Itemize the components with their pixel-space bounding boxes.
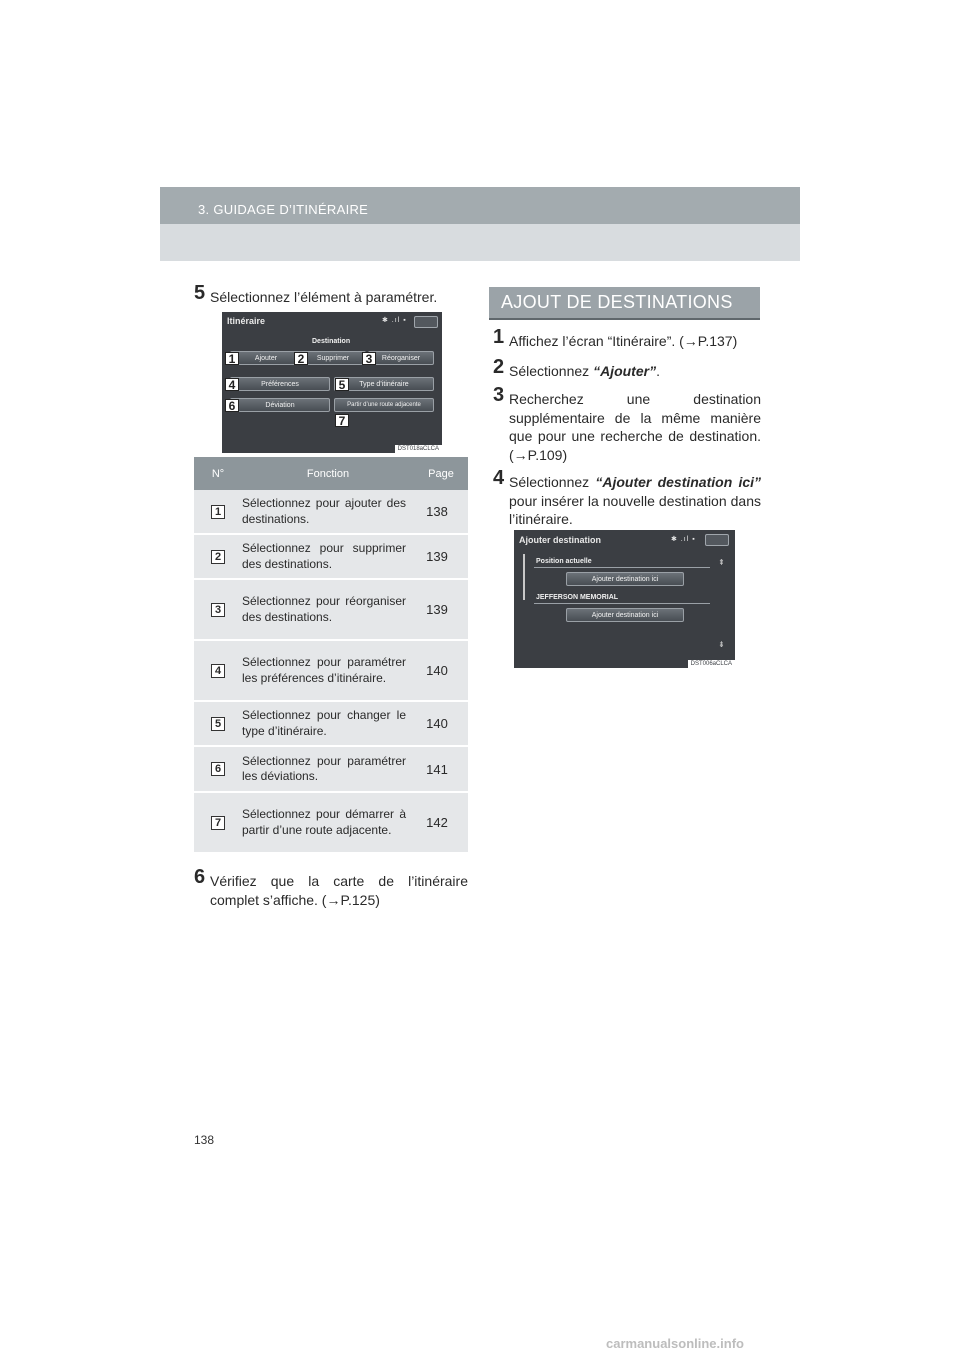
header-function: Fonction — [306, 467, 350, 480]
callout-7: 7 — [335, 414, 349, 427]
row-page: 140 — [426, 716, 448, 731]
add-destination-screenshot — [514, 530, 735, 668]
step-text — [493, 473, 761, 529]
status-icons: ✱ .ıl ▪ — [382, 317, 407, 324]
step-1 — [493, 326, 761, 351]
page-number: 138 — [194, 1133, 215, 1147]
table-header — [194, 457, 468, 490]
row-function: Sélectionnez pour ajouter des destinations. — [242, 496, 406, 526]
step-text — [493, 362, 761, 381]
step-text: Sélectionnez l’élément à paramétrer. — [210, 289, 438, 305]
delete-button: Supprimer — [300, 351, 366, 365]
step-6 — [194, 866, 468, 909]
status-icons: ✱ .ıl ▪ — [671, 536, 696, 543]
table-row — [194, 793, 468, 854]
reorder-button: Réorganiser — [368, 351, 434, 365]
step-text: Recherchez une destination supplémentaire de la même manière que pour une recherche de destination. (→P.109) — [509, 391, 761, 463]
route-line — [523, 554, 525, 600]
step-text-pre: Sélectionnez — [509, 474, 596, 490]
row-number: 3 — [211, 603, 225, 617]
header-band — [160, 187, 800, 261]
table-row — [194, 580, 468, 641]
table-row — [194, 702, 468, 747]
header-page: Page — [428, 467, 454, 480]
step-text-post: . — [656, 363, 660, 379]
itinerary-screenshot — [222, 312, 442, 453]
table-row — [194, 490, 468, 535]
destination-name: JEFFERSON MEMORIAL — [536, 594, 619, 601]
watermark: carmanualsonline.info — [606, 1336, 744, 1351]
step-3 — [493, 384, 761, 464]
figure-code: DST006aCLCA — [688, 660, 735, 668]
row-number: 2 — [211, 550, 225, 564]
callout-2: 2 — [294, 352, 308, 365]
callout-4: 4 — [225, 378, 239, 391]
step-2 — [493, 356, 761, 381]
row-function: Sélectionnez pour changer le type d’itinéraire. — [242, 708, 406, 738]
step-text: Vérifiez que la carte de l’itinéraire complet s’affiche. (→P.125) — [210, 873, 468, 908]
step-text-pre: Sélectionnez — [509, 363, 594, 379]
back-button — [705, 534, 729, 546]
row-page: 138 — [426, 504, 448, 519]
add-destination-here-button: Ajouter destination ici — [566, 608, 684, 622]
step-emphasis: “Ajouter destination ici” — [595, 474, 762, 490]
step-text-post: pour insérer la nouvelle destination dans l’itinéraire. — [509, 492, 761, 527]
row-page: 139 — [426, 549, 448, 564]
destination-label: Destination — [312, 338, 351, 345]
section-underline — [489, 318, 760, 320]
step-4 — [493, 467, 762, 529]
figure-code: DST018aCLCA — [395, 445, 442, 453]
section-title: AJOUT DE DESTINATIONS — [489, 287, 760, 318]
row-function: Sélectionnez pour démarrer à partir d’une route adjacente. — [242, 807, 406, 837]
step-number: 3 — [493, 384, 505, 406]
step-number: 2 — [493, 356, 505, 378]
row-divider — [534, 603, 710, 604]
table-row — [194, 535, 468, 580]
header-number: N° — [211, 467, 225, 480]
row-number: 1 — [211, 505, 225, 519]
step-emphasis: “Ajouter” — [593, 363, 657, 379]
row-function: Sélectionnez pour supprimer des destinations. — [242, 541, 406, 571]
step-text: Affichez l’écran “Itinéraire”. (→P.137) — [509, 333, 738, 349]
screen-title: Itinéraire — [227, 316, 266, 326]
route-type-button: Type d’itinéraire — [334, 377, 434, 391]
row-number: 7 — [211, 816, 225, 830]
row-page: 139 — [426, 602, 448, 617]
callout-5: 5 — [335, 378, 349, 391]
step-number: 1 — [493, 326, 505, 348]
row-page: 142 — [426, 815, 448, 830]
row-function: Sélectionnez pour paramétrer les préférences d’itinéraire. — [242, 655, 406, 685]
detour-button: Déviation — [230, 398, 330, 412]
add-destination-here-button: Ajouter destination ici — [566, 572, 684, 586]
step-number: 6 — [194, 866, 206, 888]
step-5 — [194, 282, 474, 307]
row-divider — [534, 567, 710, 568]
row-page: 140 — [426, 663, 448, 678]
row-function: Sélectionnez pour paramétrer les déviations. — [242, 753, 406, 783]
callout-1: 1 — [225, 352, 239, 365]
row-function: Sélectionnez pour réorganiser des destinations. — [242, 594, 406, 624]
row-page: 141 — [426, 761, 448, 777]
callout-6: 6 — [225, 399, 239, 412]
row-number: 4 — [211, 664, 225, 678]
callout-3: 3 — [362, 352, 376, 365]
current-position-label: Position actuelle — [536, 558, 592, 565]
back-button — [414, 316, 438, 328]
adjacent-road-button: Partir d’une route adjacente — [334, 398, 434, 412]
scroll-down-icon: ⇟ — [718, 640, 725, 649]
preferences-button: Préférences — [230, 377, 330, 391]
chapter-title: 3. GUIDAGE D’ITINÉRAIRE — [198, 202, 369, 217]
step-number: 5 — [194, 282, 206, 304]
add-button: Ajouter — [230, 351, 302, 365]
table-row — [194, 747, 468, 793]
row-number: 6 — [211, 762, 225, 776]
table-row — [194, 641, 468, 702]
header-bar — [160, 187, 800, 224]
row-number: 5 — [211, 717, 225, 731]
screen-title: Ajouter destination — [519, 535, 602, 545]
scroll-up-icon: ⇞ — [718, 558, 725, 567]
function-table — [194, 457, 468, 854]
step-number: 4 — [493, 467, 505, 489]
